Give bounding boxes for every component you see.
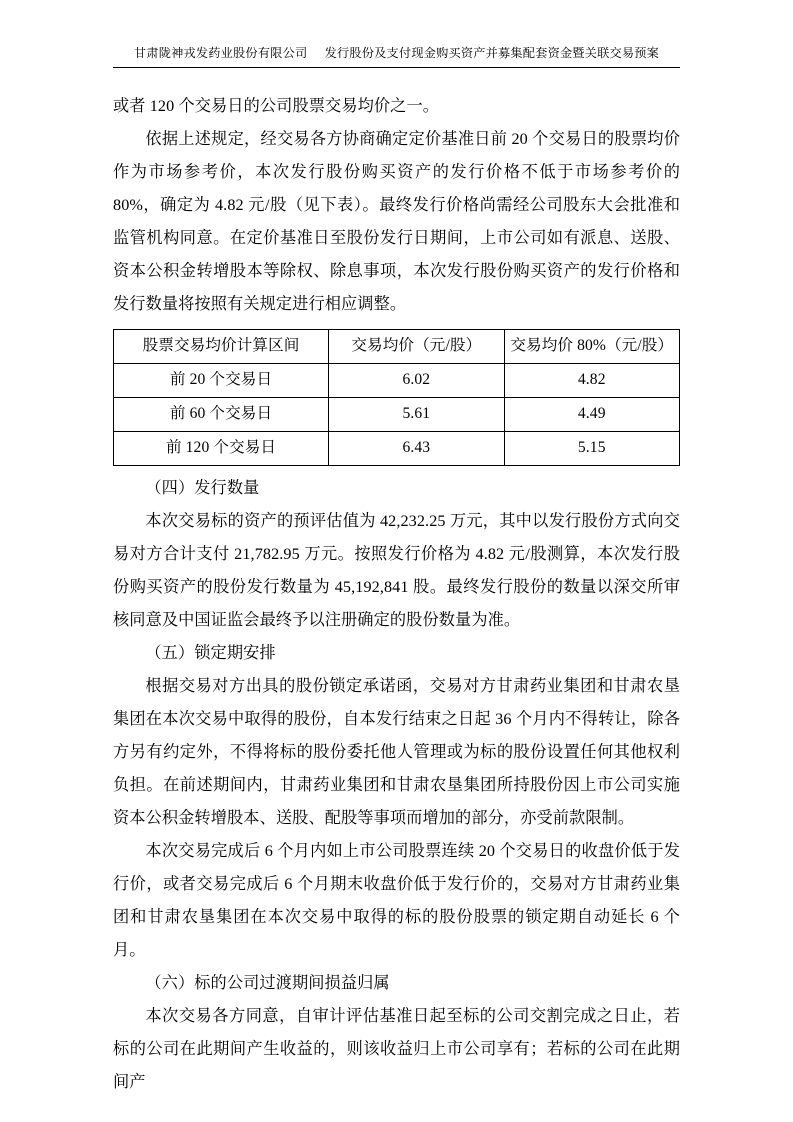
table-header-cell-interval: 股票交易均价计算区间 bbox=[114, 330, 329, 364]
table-cell-avg-price-80: 4.82 bbox=[504, 364, 679, 398]
table-cell-interval: 前 20 个交易日 bbox=[114, 364, 329, 398]
table-cell-avg-price: 6.43 bbox=[329, 432, 504, 466]
table-cell-avg-price-80: 4.49 bbox=[504, 398, 679, 432]
table-cell-avg-price: 6.02 bbox=[329, 364, 504, 398]
paragraph-top: 或者 120 个交易日的公司股票交易均价之一。 bbox=[113, 97, 440, 116]
page-header bbox=[113, 44, 680, 68]
table-cell-avg-price: 5.61 bbox=[329, 398, 504, 432]
document-body bbox=[113, 90, 680, 1099]
section-heading-issue-quantity: （四）发行数量 bbox=[145, 479, 260, 498]
table-cell-interval: 前 60 个交易日 bbox=[114, 398, 329, 432]
table-header-cell-avg-price-80: 交易均价 80%（元/股） bbox=[504, 330, 679, 364]
table-header-row bbox=[114, 330, 680, 364]
page-content bbox=[113, 44, 680, 1099]
paragraph-lockup-1: 根据交易对方出具的股份锁定承诺函，交易对方甘肃药业集团和甘肃农垦集团在本次交易中取得的股份，自本发行结束之日起 36 个月内不得转让，除各方另有约定外，不得将标的股份委托他人管理或为标的股份设置任何其他权利负担。在前述期间内，甘肃药业集团和甘肃农垦集团所持股份因上市公司实施资本公积金转增股本、送股、配股等事项而增加的部分，亦受前款限制。 bbox=[113, 677, 680, 828]
table-row bbox=[114, 398, 680, 432]
table-header-cell-avg-price: 交易均价（元/股） bbox=[329, 330, 504, 364]
table-row bbox=[114, 364, 680, 398]
paragraph-lockup-2: 本次交易完成后 6 个月内如上市公司股票连续 20 个交易日的收盘价低于发行价，或者交易完成后 6 个月期末收盘价低于发行价的，交易对方甘肃药业集团和甘肃农垦集团在本次交易中取得的标的股份股票的锁定期自动延长 6 个月。 bbox=[113, 842, 680, 960]
table-cell-avg-price-80: 5.15 bbox=[504, 432, 679, 466]
table-row bbox=[114, 432, 680, 466]
paragraph-pricing-basis: 依据上述规定，经交易各方协商确定定价基准日前 20 个交易日的股票均价作为市场参考价，本次发行股份购买资产的发行价格不低于市场参考价的 80%，确定为 4.82 元/股（见下表）。最终发行价格尚需经公司股东大会批准和监管机构同意。在定价基准日至股份发行日期间，上市公司如有派息、送股、资本公积金转增股本等除权、除息事项，本次发行股份购买资产的发行价格和发行数量将按照有关规定进行相应调整。 bbox=[113, 130, 680, 314]
price-table bbox=[113, 329, 680, 466]
header-company-name: 甘肃陇神戎发药业股份有限公司 bbox=[133, 46, 308, 60]
section-heading-transition-profit: （六）标的公司过渡期间损益归属 bbox=[145, 974, 390, 993]
paragraph-transition-profit: 本次交易各方同意，自审计评估基准日起至标的公司交割完成之日止，若标的公司在此期间产生收益的，则该收益归上市公司享有；若标的公司在此期间产 bbox=[113, 1007, 680, 1092]
table-cell-interval: 前 120 个交易日 bbox=[114, 432, 329, 466]
paragraph-issue-quantity: 本次交易标的资产的预评估值为 42,232.25 万元，其中以发行股份方式向交易对方合计支付 21,782.95 万元。按照发行价格为 4.82 元/股测算，本次发行股份购买资产的股份发行数量为 45,192,841 股。最终发行股份的数量以深交所审核同意及中国证监会最终予以注册确定的股份数量为准。 bbox=[113, 512, 680, 630]
header-document-title: 发行股份及支付现金购买资产并募集配套资金暨关联交易预案 bbox=[324, 46, 660, 60]
section-heading-lockup: （五）锁定期安排 bbox=[145, 644, 276, 663]
